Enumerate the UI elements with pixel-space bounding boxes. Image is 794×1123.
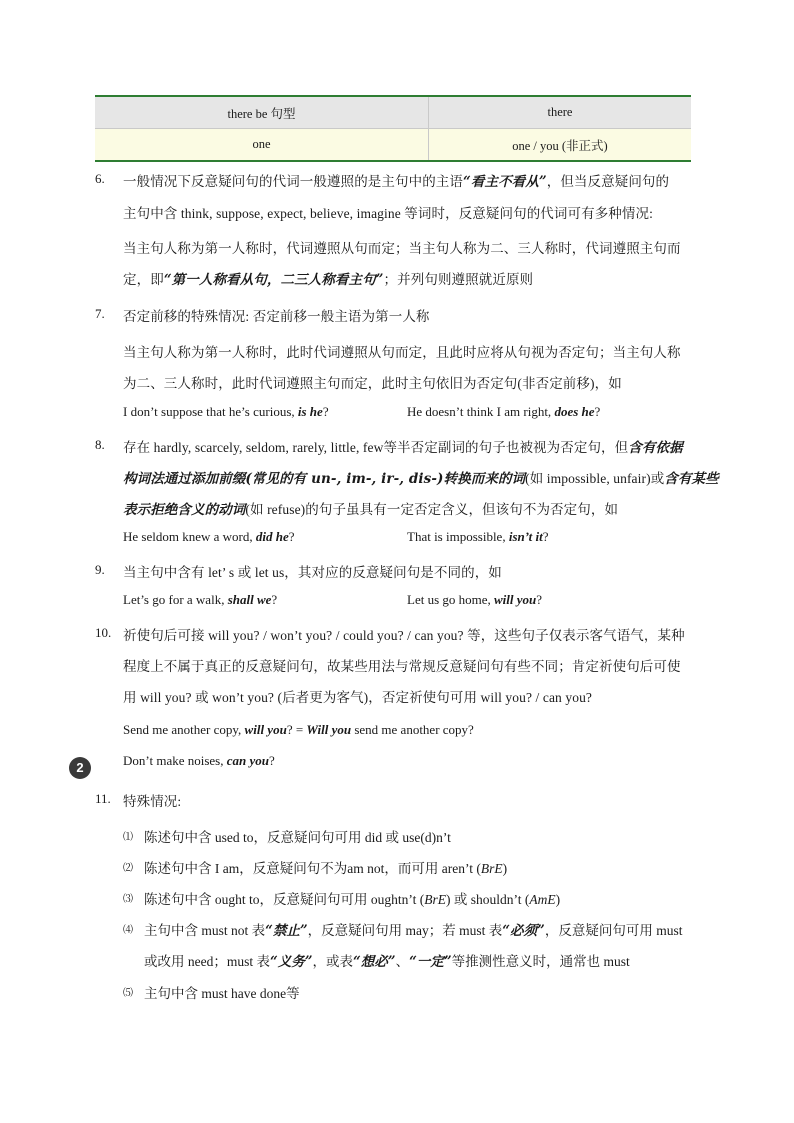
list-marker: ⑷ <box>123 925 133 936</box>
list-marker: ⑴ <box>123 832 133 843</box>
emphasis-text: “义务” <box>270 954 313 970</box>
example-sentence <box>123 592 277 608</box>
text: (如 refuse)的句子虽具有一定否定含义，但该句不为否定句，如 <box>245 502 619 517</box>
tag-question: can you <box>226 753 269 768</box>
item-number: 11. <box>95 791 111 806</box>
emphasis-text: 含有依据 <box>628 440 683 456</box>
tag-question: isn’t it <box>508 529 543 544</box>
text: ? <box>288 529 295 544</box>
example-sentence <box>123 529 295 545</box>
example-sentence <box>407 529 548 545</box>
example-sentence <box>123 404 329 420</box>
text: ? <box>271 592 278 607</box>
item10-line2: 程度上不属于真正的反意疑问句，故某些用法与常规反意疑问句有些不同；肯定祈使句后可使 <box>123 659 681 674</box>
table-cell: one <box>95 129 429 162</box>
text: 等推测性意义时，通常也 must <box>451 954 630 969</box>
text: He doesn’t think I am right, <box>407 404 555 419</box>
text: I don’t suppose that he’s curious, <box>123 404 298 419</box>
text: 陈述句中含 ought to，反意疑问句可用 oughtn’t ( <box>144 892 425 907</box>
emphasis-text: “必须” <box>502 923 545 939</box>
text: ) 或 shouldn’t ( <box>446 892 530 907</box>
tag-question: does he <box>554 404 595 419</box>
text: ；并列句则遵照就近原则 <box>383 272 534 287</box>
item-number: 6. <box>95 171 105 186</box>
emphasis-text: “禁止” <box>265 923 308 939</box>
text: (如 impossible, unfair)或 <box>525 471 665 486</box>
emphasis-text: “第一人称看从句，二三人称看主句” <box>163 272 384 288</box>
item7-line2: 当主句人称为第一人称时，此时代词遵照从句而定，且此时应将从句视为否定句；当主句人称 <box>123 345 681 360</box>
text: 、 <box>395 954 410 969</box>
item6-line4 <box>123 268 533 288</box>
example-sentence <box>407 592 542 608</box>
item6-line1 <box>123 170 669 190</box>
text: ? <box>594 404 601 419</box>
list-item: 陈述句中含 used to，反意疑问句可用 did 或 use(d)n’t <box>144 830 451 845</box>
text: 定，即 <box>123 272 164 287</box>
item6-line2: 主句中含 think, suppose, expect, believe, imagine 等词时，反意疑问句的代词可有多种情况: <box>123 206 653 221</box>
text: BrE <box>480 861 503 876</box>
text: ，反意疑问句可用 must <box>544 923 683 938</box>
table-header-cell: there be 句型 <box>95 96 429 129</box>
text: ，或表 <box>312 954 354 969</box>
comparison-table <box>95 95 691 162</box>
item8-line3 <box>123 498 618 518</box>
tag-question: will you <box>494 592 537 607</box>
item7-line1: 否定前移的特殊情况: 否定前移一般主语为第一人称 <box>123 309 430 324</box>
text: ? <box>536 592 543 607</box>
text: Don’t make noises, <box>123 753 227 768</box>
tag-question: shall we <box>227 592 272 607</box>
text: ) <box>555 892 561 907</box>
text: ，反意疑问句用 may；若 must 表 <box>307 923 503 938</box>
list-item <box>144 919 682 939</box>
text: ? <box>269 753 275 768</box>
text: That is impossible, <box>407 529 509 544</box>
emphasis-text: 表示拒绝含义的动词 <box>123 502 246 518</box>
item-number: 8. <box>95 437 105 452</box>
table-header-cell: there <box>429 96 692 129</box>
example-sentence <box>123 722 474 738</box>
list-item <box>144 857 507 877</box>
text: 或改用 need；must 表 <box>144 954 270 969</box>
item-number: 10. <box>95 625 112 640</box>
example-sentence <box>123 753 275 769</box>
item11-title: 特殊情况: <box>123 794 182 809</box>
text: ，但当反意疑问句的 <box>546 174 670 189</box>
text: 一般情况下反意疑问句的代词一般遵照的是主句中的主语 <box>123 174 463 189</box>
emphasis-text: 构词法通过添加前缀(常见的有 un-, im-, ir-, dis-)转换而来的词 <box>123 471 526 487</box>
table-cell: one / you (非正式) <box>429 129 692 162</box>
emphasis-text: Will you <box>306 722 352 737</box>
emphasis-text: 含有某些 <box>664 471 719 487</box>
list-item <box>144 888 560 908</box>
emphasis-text: “看主不看从” <box>463 174 547 190</box>
item-number: 9. <box>95 562 105 577</box>
tag-question: will you <box>244 722 287 737</box>
text: send me another copy? <box>351 722 474 737</box>
emphasis-text: “想必” <box>353 954 396 970</box>
item-number: 7. <box>95 306 105 321</box>
item10-line1: 祈使句后可接 will you? / won’t you? / could you? / can you? 等，这些句子仅表示客气语气，某种 <box>123 628 685 643</box>
text: Send me another copy, <box>123 722 245 737</box>
example-sentence <box>407 404 600 420</box>
list-marker: ⑸ <box>123 988 133 999</box>
table-header-row <box>95 96 691 129</box>
item10-line3: 用 will you? 或 won’t you? (后者更为客气)，否定祈使句可用 will you? / can you? <box>123 690 593 705</box>
text: ? <box>542 529 549 544</box>
text: ? <box>322 404 329 419</box>
item8-line2 <box>123 467 719 487</box>
table-row <box>95 129 691 162</box>
list-marker: ⑵ <box>123 863 133 874</box>
list-item: 主句中含 must have done等 <box>144 986 300 1001</box>
list-item-continuation <box>144 950 630 970</box>
tag-question: did he <box>255 529 289 544</box>
text: BrE <box>424 892 446 907</box>
text: ? = <box>286 722 307 737</box>
item7-line3: 为二、三人称时，此时代词遵照主句而定，此时主句依旧为否定句(非否定前移)，如 <box>123 376 622 391</box>
text: He seldom knew a word, <box>123 529 256 544</box>
item9-line1: 当主句中含有 let’ s 或 let us，其对应的反意疑问句是不同的，如 <box>123 565 502 580</box>
item8-line1 <box>123 436 683 456</box>
page-badge: 2 <box>69 757 91 779</box>
text: Let us go home, <box>407 592 495 607</box>
text: 存在 hardly, scarcely, seldom, rarely, little, few等半否定副词的句子也被视为否定句，但 <box>123 440 629 455</box>
text: AmE <box>529 892 556 907</box>
list-marker: ⑶ <box>123 894 133 905</box>
tag-question: is he <box>297 404 323 419</box>
text: Let’s go for a walk, <box>123 592 228 607</box>
text: 陈述句中含 I am，反意疑问句不为am not，而可用 aren’t ( <box>144 861 481 876</box>
item6-line3: 当主句人称为第一人称时，代词遵照从句而定；当主句人称为二、三人称时，代词遵照主句而 <box>123 241 681 256</box>
text: ) <box>502 861 508 876</box>
text: 主句中含 must not 表 <box>144 923 266 938</box>
emphasis-text: “一定” <box>409 954 452 970</box>
